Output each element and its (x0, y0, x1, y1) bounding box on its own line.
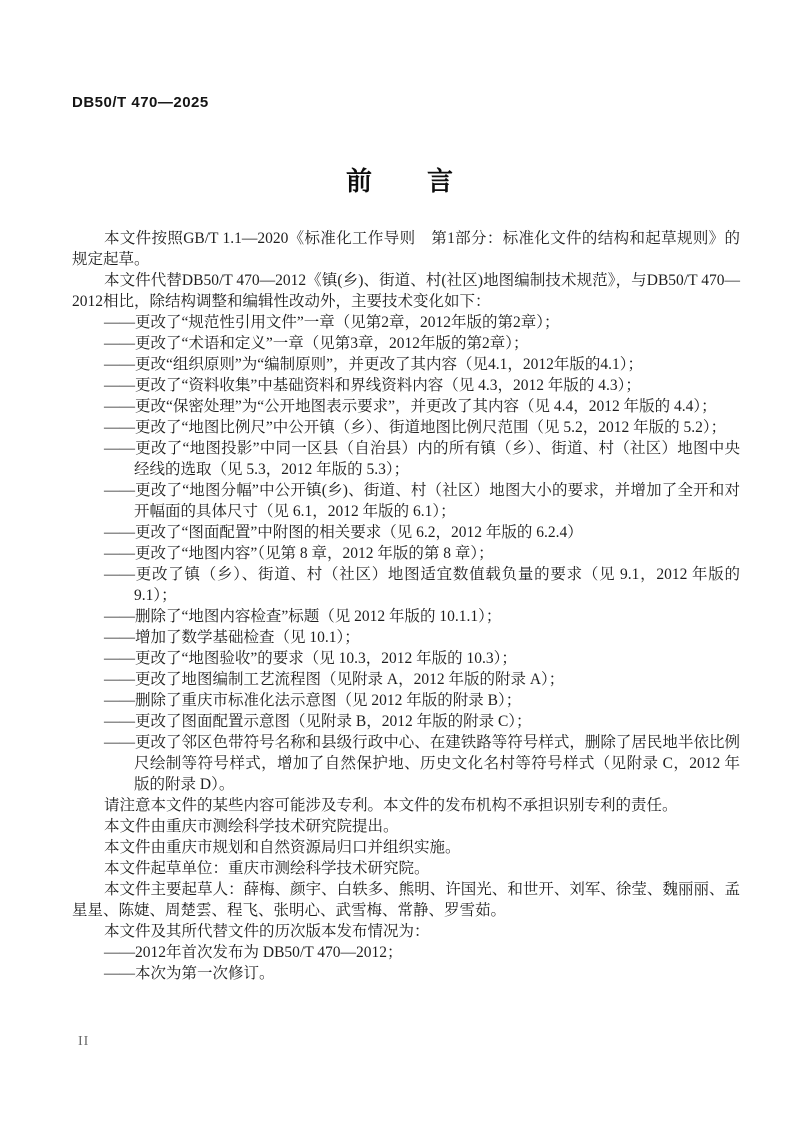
foreword-change-item: ——更改了“资料收集”中基础资料和界线资料内容（见 4.3，2012 年版的 4.3）； (104, 377, 641, 394)
foreword-paragraph: 本文件及其所代替文件的历次版本发布情况为： (104, 923, 430, 940)
foreword-paragraph: 本文件由重庆市测绘科学技术研究院提出。 (104, 818, 399, 835)
foreword-history-item: ——2012年首次发布为 DB50/T 470—2012； (104, 944, 403, 961)
foreword-change-item: ——增加了数学基础检查（见 10.1）； (104, 629, 360, 646)
foreword-change-item: ——更改了“地图投影”中同一区县（自治县）内的所有镇（乡）、街道、村（社区）地图中央经线的选取（见 5.3，2012 年版的 5.3）； (104, 440, 740, 478)
foreword-change-item: ——更改了“地图内容”（见第 8 章，2012 年版的第 8 章）； (104, 545, 494, 562)
foreword-change-item: ——更改了“地图验收”的要求（见 10.3，2012 年版的 10.3）； (104, 650, 517, 667)
foreword-paragraph: 本文件起草单位：重庆市测绘科学技术研究院。 (104, 860, 430, 877)
page-number: II (78, 1034, 90, 1049)
foreword-change-item: ——更改了“地图分幅”中公开镇(乡)、街道、村（社区）地图大小的要求，并增加了全开和对开幅面的具体尺寸（见 6.1，2012 年版的 6.1）； (104, 482, 740, 520)
foreword-history-item: ——本次为第一次修订。 (104, 965, 275, 982)
foreword-paragraph: 本文件按照GB/T 1.1—2020《标准化工作导则 第1部分：标准化文件的结构和起草规则》的规定起草。 (72, 230, 740, 268)
foreword-change-item: ——更改了“地图比例尺”中公开镇（乡）、街道地图比例尺范围（见 5.2，2012 年版的 5.2）； (104, 419, 727, 436)
foreword-paragraph: 本文件由重庆市规划和自然资源局归口并组织实施。 (104, 839, 461, 856)
foreword-change-item: ——更改了“图面配置”中附图的相关要求（见 6.2，2012 年版的 6.2.4） (104, 524, 583, 541)
foreword-change-item: ——删除了重庆市标准化法示意图（见 2012 年版的附录 B）； (104, 692, 522, 709)
page-title: 前 言 (345, 166, 454, 196)
foreword-change-item: ——更改“组织原则”为“编制原则”，并更改了其内容（见4.1，2012年版的4.1）； (104, 356, 644, 373)
foreword-change-item: ——更改了图面配置示意图（见附录 B，2012 年版的附录 C）； (104, 713, 532, 730)
foreword-paragraph: 本文件主要起草人：薛梅、颜宇、白轶多、熊明、许国光、和世开、刘军、徐莹、魏丽丽、孟星星、陈婕、周楚雲、程飞、张明心、武雪梅、常静、罗雪茹。 (72, 881, 740, 919)
foreword-change-item: ——更改“保密处理”为“公开地图表示要求”，并更改了其内容（见 4.4，2012 年版的 4.4）； (104, 398, 717, 415)
foreword-change-item: ——更改了“规范性引用文件”一章（见第2章，2012年版的第2章）； (104, 314, 560, 331)
foreword-change-item: ——更改了地图编制工艺流程图（见附录 A，2012 年版的附录 A）； (104, 671, 565, 688)
foreword-change-item: ——更改了镇（乡）、街道、村（社区）地图适宜数值载负量的要求（见 9.1，2012 年版的 9.1）； (104, 566, 740, 604)
foreword-paragraph: 本文件代替DB50/T 470—2012《镇(乡)、街道、村(社区)地图编制技术规范》，与DB50/T 470—2012相比，除结构调整和编辑性改动外，主要技术变化如下： (72, 272, 740, 310)
foreword-content (72, 228, 740, 984)
foreword-paragraph: 请注意本文件的某些内容可能涉及专利。本文件的发布机构不承担识别专利的责任。 (104, 797, 678, 814)
foreword-change-item: ——更改了邻区色带符号名称和县级行政中心、在建铁路等符号样式，删除了居民地半依比例尺绘制等符号样式，增加了自然保护地、历史文化名村等符号样式（见附录 C，2012 年版的附录 D）。 (104, 734, 740, 793)
foreword-change-item: ——更改了“术语和定义”一章（见第3章，2012年版的第2章）； (104, 335, 529, 352)
foreword-change-item: ——删除了“地图内容检查”标题（见 2012 年版的 10.1.1）； (104, 608, 502, 625)
doc-number: DB50/T 470—2025 (72, 94, 209, 111)
